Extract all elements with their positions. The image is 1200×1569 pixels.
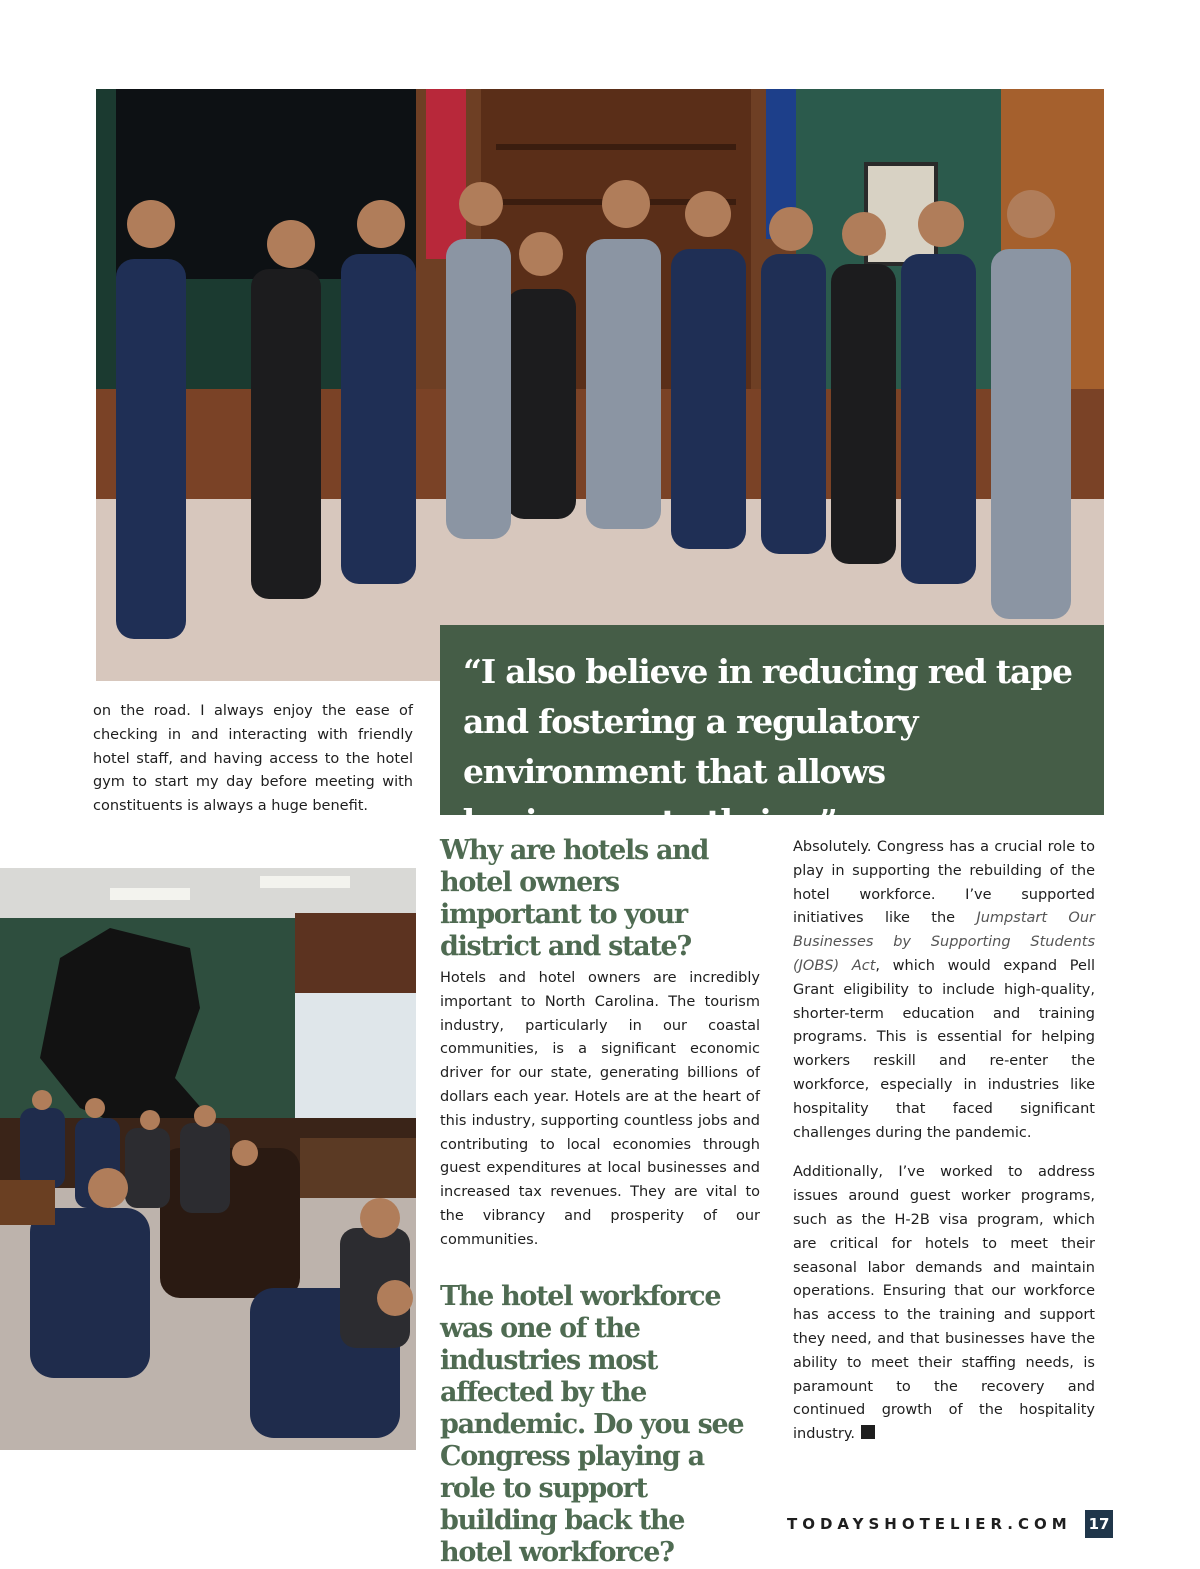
- question2-heading: The hotel workforce was one of the industries most affected by the pandemic. Do you see Congress playing a role to support building back the hotel workforce?: [440, 1280, 744, 1568]
- page-number-badge: 17: [1085, 1510, 1113, 1538]
- answer2-paragraph2-text: Additionally, I’ve worked to address issues around guest worker programs, such as the H-2B visa program, which are critical for hotels to meet their seasonal labor demands and maintain operations. Ensuring that our workforce has access to the training and support they need, and that businesses have the ability to meet their staffing needs, is paramount to the recovery and continued growth of the hospitality industry.: [793, 1164, 1095, 1443]
- question1-answer: Hotels and hotel owners are incredibly important to North Carolina. The tourism industry, particularly in our coastal communities, is a significant economic driver for our state, generating billions of dollars each year. Hotels are at the heart of this industry, supporting countless jobs and contributing to local economies through guest expenditures at local businesses and increased tax revenues. They are vital to the vibrancy and prosperity of our communities.: [440, 970, 760, 1248]
- question1-heading: Why are hotels and hotel owners important to your district and state?: [440, 835, 709, 962]
- group-photo-illustration: [96, 89, 1104, 681]
- meeting-photo: [0, 868, 416, 1450]
- intro-paragraph: on the road. I always enjoy the ease of checking in and interacting with friendly hotel staff, and having access to the hotel gym to start my day before meeting with constituents is always a huge benefit.: [93, 703, 413, 815]
- pull-quote-box: [440, 625, 1104, 841]
- footer-site-url: TODAYSHOTELIER.COM: [787, 1515, 1072, 1533]
- pull-quote: “I also believe in reducing red tape and fostering a regulatory environment that allows businesses to thrive.”: [463, 652, 1072, 841]
- answer2-paragraph2: [793, 1161, 1095, 1447]
- group-photo-top: [96, 89, 1104, 681]
- right-column: [793, 836, 1095, 1447]
- meeting-photo-illustration: [0, 868, 416, 1450]
- middle-column: [440, 835, 760, 1569]
- answer2-text-before: Absolutely. Congress has a crucial role to play in supporting the rebuilding of the hotel workforce. I’ve supported initiatives like the: [793, 839, 1095, 927]
- end-mark-icon: [861, 1425, 875, 1439]
- answer2-paragraph1: [793, 836, 1095, 1145]
- answer2-text-after: , which would expand Pell Grant eligibility to include high-quality, shorter-term education and training programs. This is essential for helping workers reskill and re-enter the workforce, especially in industries like hospitality that faced significant challenges during the pandemic.: [793, 957, 1096, 1141]
- jobs-act-title: Jumpstart Our Businesses by Supporting Students (JOBS) Act: [793, 910, 1095, 974]
